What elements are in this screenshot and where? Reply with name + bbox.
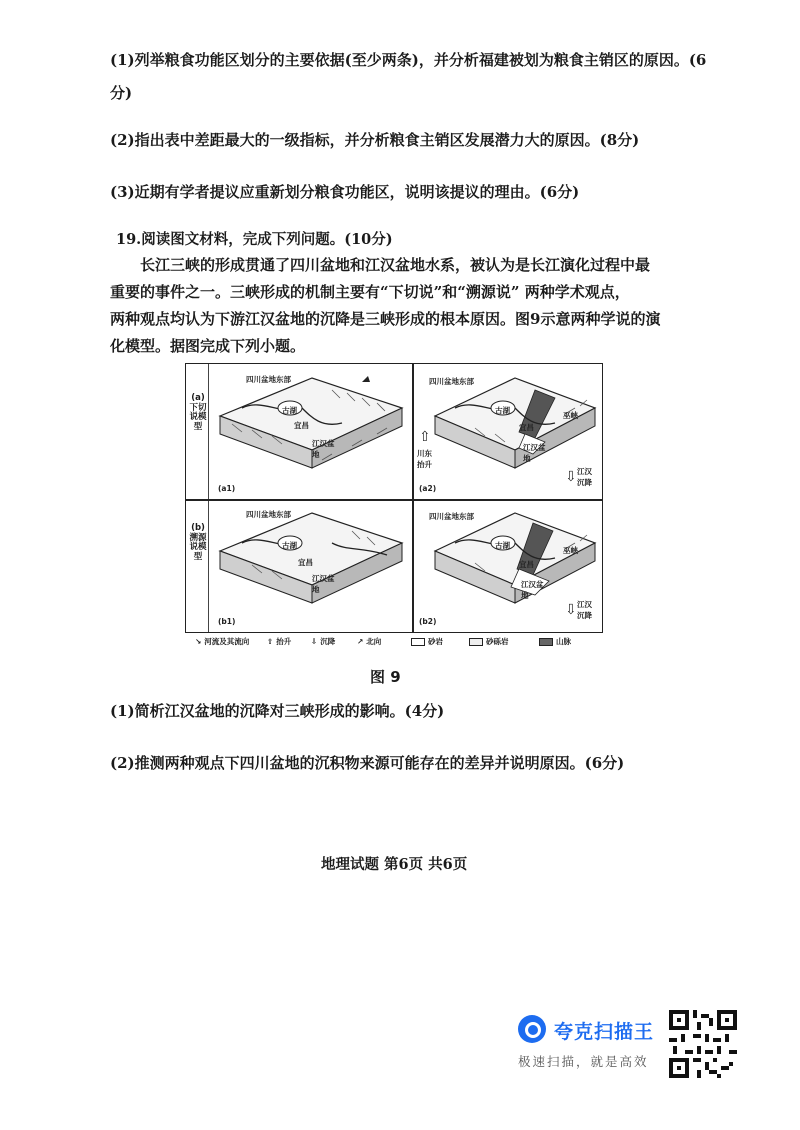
- label-ancient-lake: 古湖: [282, 541, 297, 550]
- question-2: (2)指出表中差距最大的一级指标，并分析粮食主销区发展潜力大的原因。(8分): [110, 131, 640, 149]
- question-19-heading: 19.阅读图文材料，完成下列问题。(10分): [116, 231, 393, 248]
- label-ancient-lake: 古湖: [495, 406, 510, 415]
- panel-b2: [415, 503, 601, 629]
- label-yichang: 宜昌: [294, 421, 309, 430]
- scanner-slogan: 极速扫描，就是高效: [518, 1054, 649, 1069]
- row-label-divider: [208, 364, 209, 632]
- row-label-a: (a)下切说模型: [189, 393, 207, 432]
- label-jianghan-basin: 江汉盆地: [312, 574, 335, 594]
- label-jianghan-basin: 江汉盆地: [312, 439, 335, 459]
- label-sichuan-east: 四川盆地东部: [246, 510, 291, 519]
- legend-label: 沉降: [320, 637, 336, 646]
- legend-label: 山脉: [556, 637, 571, 646]
- label-yichang: 宜昌: [298, 558, 313, 567]
- legend-subside: [311, 636, 335, 647]
- question-1: (1)列举粮食功能区划分的主要依据(至少两条)，并分析福建被划为粮食主销区的原因。(6分): [110, 51, 707, 102]
- legend-mountain: [539, 636, 571, 647]
- label-sichuan-east: 四川盆地东部: [429, 512, 474, 521]
- river-arrow-icon: ↘: [195, 637, 202, 646]
- legend-label: 抬升: [276, 637, 292, 646]
- legend-label: 砂砾岩: [486, 637, 509, 646]
- legend-uplift: [267, 636, 291, 647]
- panel-tag-b2: (b2): [419, 617, 437, 626]
- panel-tag-a1: (a1): [218, 484, 236, 493]
- subquestion-1: (1)简析江汉盆地的沉降对三峡形成的影响。(4分): [110, 702, 445, 720]
- subside-arrow-icon: ⇩: [565, 469, 577, 485]
- mountain-swatch: [539, 638, 553, 646]
- block-diagram-a1: [212, 368, 408, 496]
- figure-9: [185, 363, 603, 633]
- uplift-arrow-icon: ⇧: [419, 429, 431, 445]
- label-subside: 江汉沉降: [577, 600, 592, 620]
- question-3: (3)近期有学者提议应重新划分粮食功能区，说明该提议的理由。(6分): [110, 183, 580, 201]
- legend-label: 北向: [366, 637, 382, 646]
- subside-arrow-icon: ⇩: [311, 637, 318, 646]
- subside-arrow-icon: ⇩: [565, 602, 577, 618]
- label-yichang: 宜昌: [519, 423, 534, 432]
- page-footer: 地理试题 第6页 共6页: [321, 856, 468, 873]
- label-ancient-lake: 古湖: [495, 541, 510, 550]
- legend-label: 河流及其流向: [204, 637, 250, 646]
- passage-line: 两种观点均认为下游江汉盆地的沉降是三峡形成的根本原因。图9示意两种学说的演: [110, 310, 661, 328]
- panel-tag-a2: (a2): [419, 484, 437, 493]
- legend-north: [357, 636, 381, 647]
- panel-tag-b1: (b1): [218, 617, 236, 626]
- label-ancient-lake: 古湖: [282, 406, 297, 415]
- label-jianghan-basin: 江汉盆地: [521, 580, 544, 600]
- legend-label: 砂岩: [428, 637, 443, 646]
- panel-a1: [212, 368, 408, 496]
- figure-legend: [195, 636, 595, 650]
- label-uplift: 川东抬升: [417, 449, 432, 469]
- uplift-arrow-icon: ⇧: [267, 637, 274, 646]
- question-19-passage: [110, 252, 702, 360]
- legend-river: [195, 636, 249, 647]
- sandstone-swatch: [411, 638, 425, 646]
- passage-line: 长江三峡的形成贯通了四川盆地和江汉盆地水系，被认为是长江演化过程中最: [140, 256, 651, 274]
- scanner-brand-name: 夸克扫描王: [554, 1021, 655, 1043]
- column-divider: [412, 364, 414, 632]
- label-gorge: 巫峡: [563, 411, 578, 420]
- legend-sandstone: [411, 636, 443, 647]
- figure-caption: 图 9: [370, 668, 401, 686]
- label-gorge: 巫峡: [563, 546, 578, 555]
- qr-code-icon: [669, 1010, 737, 1078]
- label-yichang: 宜昌: [519, 560, 534, 569]
- passage-line: 化模型。据图完成下列小题。: [110, 337, 306, 355]
- label-sichuan-east: 四川盆地东部: [429, 377, 474, 386]
- panel-a2: [415, 368, 601, 496]
- legend-conglomerate: [469, 636, 509, 647]
- passage-line: 重要的事件之一。三峡形成的机制主要有“下切说”和“溯源说” 两种学术观点，: [110, 283, 630, 301]
- row-divider: [186, 499, 602, 501]
- label-jianghan-basin: 江汉盆地: [523, 443, 546, 463]
- north-arrow-icon: ↗: [357, 637, 364, 646]
- scanner-logo-icon: [518, 1015, 546, 1043]
- panel-b1: [212, 503, 408, 629]
- row-label-b: (b)溯源说模型: [189, 523, 207, 562]
- conglomerate-swatch: [469, 638, 483, 646]
- subquestion-2: (2)推测两种观点下四川盆地的沉积物来源可能存在的差异并说明原因。(6分): [110, 754, 625, 772]
- label-subside: 江汉沉降: [577, 467, 592, 487]
- label-sichuan-east: 四川盆地东部: [246, 375, 291, 384]
